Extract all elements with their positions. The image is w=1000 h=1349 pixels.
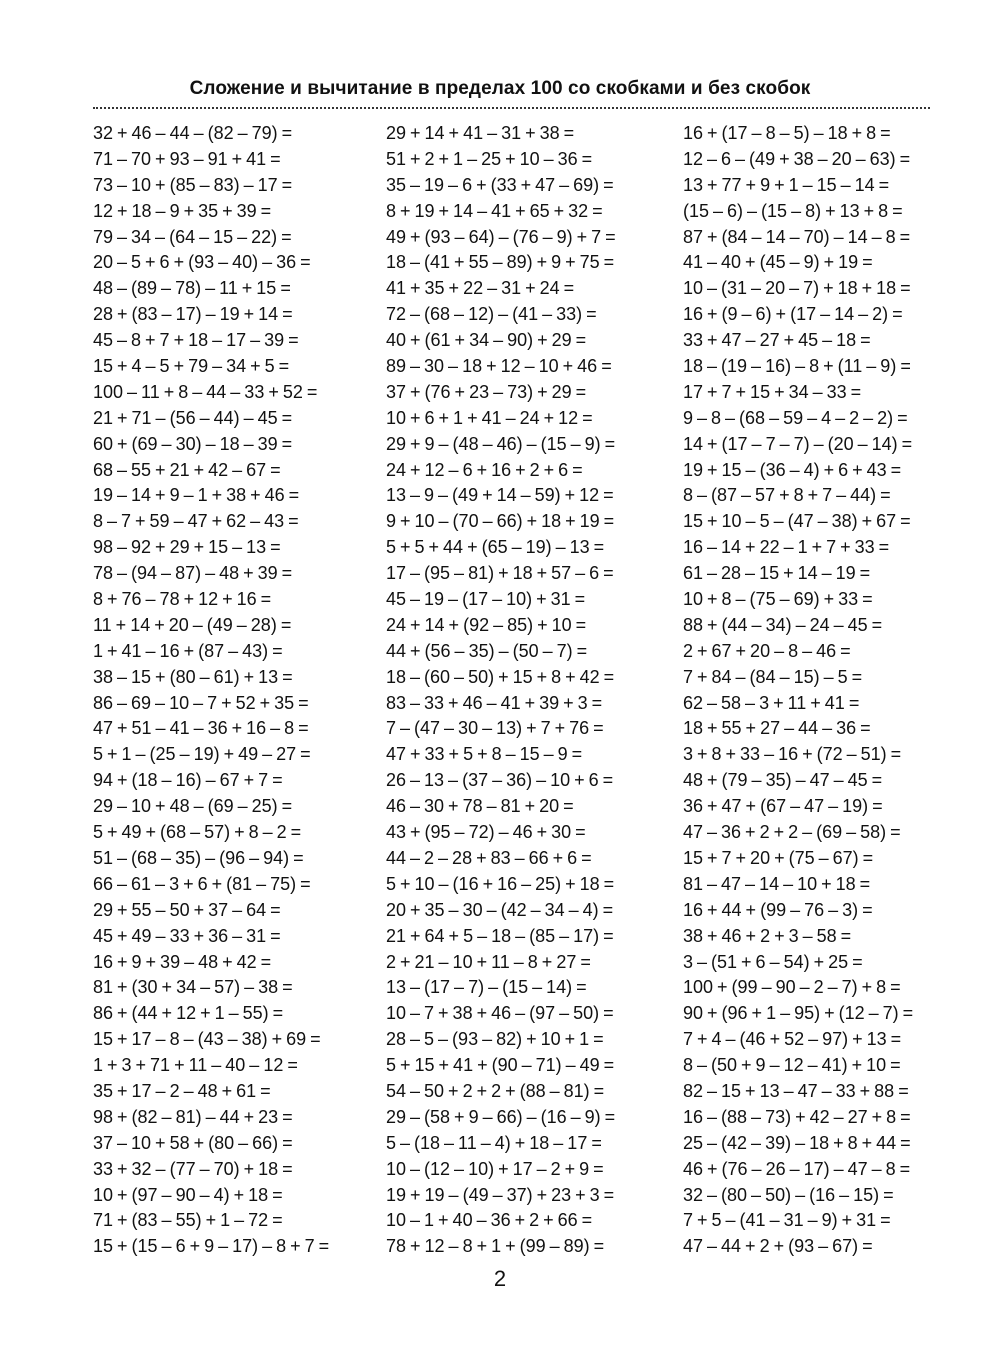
exercise-expression: 16 + 44 + (99 – 76 – 3) = bbox=[683, 899, 873, 920]
exercise-expression: 28 + (83 – 17) – 19 + 14 = bbox=[93, 304, 293, 325]
exercise-expression: 10 – 7 + 38 + 46 – (97 – 50) = bbox=[386, 1003, 614, 1024]
exercise-expression: 15 + 17 – 8 – (43 – 38) + 69 = bbox=[93, 1029, 321, 1050]
exercise-expression: 61 – 28 – 15 + 14 – 19 = bbox=[683, 563, 871, 584]
exercise-expression: 33 + 32 – (77 – 70) + 18 = bbox=[93, 1158, 293, 1179]
exercise-expression: 46 + (76 – 26 – 17) – 47 – 8 = bbox=[683, 1158, 911, 1179]
exercise-expression: 12 – 6 – (49 + 38 – 20 – 63) = bbox=[683, 148, 911, 169]
exercise-expression: 7 + 5 – (41 – 31 – 9) + 31 = bbox=[683, 1210, 891, 1231]
exercise-expression: 19 + 19 – (49 – 37) + 23 + 3 = bbox=[386, 1184, 615, 1205]
exercise-expression: 45 – 19 – (17 – 10) + 31 = bbox=[386, 589, 586, 610]
exercise-column-1 bbox=[93, 121, 393, 1260]
exercise-expression: 18 + 55 + 27 – 44 – 36 = bbox=[683, 718, 871, 739]
exercise-expression: 18 – (41 + 55 – 89) + 9 + 75 = bbox=[386, 252, 615, 273]
exercise-expression: 29 + 55 – 50 + 37 – 64 = bbox=[93, 899, 281, 920]
exercise-expression: 54 – 50 + 2 + 2 + (88 – 81) = bbox=[386, 1080, 605, 1101]
exercise-expression: 73 – 10 + (85 – 83) – 17 = bbox=[93, 174, 293, 195]
page-number: 2 bbox=[493, 1266, 507, 1291]
exercise-expression: 87 + (84 – 14 – 70) – 14 – 8 = bbox=[683, 226, 911, 247]
exercise-expression: 29 + 9 – (48 – 46) – (15 – 9) = bbox=[386, 433, 616, 454]
exercise-expression: 81 – 47 – 14 – 10 + 18 = bbox=[683, 873, 871, 894]
exercise-expression: 10 + 8 – (75 – 69) + 33 = bbox=[683, 589, 873, 610]
exercise-expression: 5 + 49 + (68 – 57) + 8 – 2 = bbox=[93, 822, 302, 843]
exercise-expression: 47 – 36 + 2 + 2 – (69 – 58) = bbox=[683, 822, 901, 843]
exercise-expression: 19 + 15 – (36 – 4) + 6 + 43 = bbox=[683, 459, 902, 480]
exercise-expression: 29 – 10 + 48 – (69 – 25) = bbox=[93, 796, 293, 817]
exercise-expression: 1 + 41 – 16 + (87 – 43) = bbox=[93, 640, 283, 661]
exercise-expression: 10 + (97 – 90 – 4) + 18 = bbox=[93, 1184, 283, 1205]
exercise-expression: 5 + 1 – (25 – 19) + 49 – 27 = bbox=[93, 744, 311, 765]
exercise-expression: 37 – 10 + 58 + (80 – 66) = bbox=[93, 1132, 293, 1153]
exercise-expression: 21 + 64 + 5 – 18 – (85 – 17) = bbox=[386, 925, 614, 946]
exercise-expression: 94 + (18 – 16) – 67 + 7 = bbox=[93, 770, 283, 791]
exercise-expression: 16 – (88 – 73) + 42 – 27 + 8 = bbox=[683, 1106, 911, 1127]
exercise-expression: 21 + 71 – (56 – 44) – 45 = bbox=[93, 407, 293, 428]
exercise-expression: 48 + (79 – 35) – 47 – 45 = bbox=[683, 770, 883, 791]
exercise-expression: 10 – (31 – 20 – 7) + 18 + 18 = bbox=[683, 278, 911, 299]
exercise-expression: 35 – 19 – 6 + (33 + 47 – 69) = bbox=[386, 174, 614, 195]
exercise-expression: 48 – (89 – 78) – 11 + 15 = bbox=[93, 278, 291, 299]
exercise-expression: 24 + 14 + (92 – 85) + 10 = bbox=[386, 614, 587, 635]
exercise-expression: 44 – 2 – 28 + 83 – 66 + 6 = bbox=[386, 847, 592, 868]
exercise-expression: 7 – (47 – 30 – 13) + 7 + 76 = bbox=[386, 718, 604, 739]
exercise-expression: 45 + 49 – 33 + 36 – 31 = bbox=[93, 925, 281, 946]
exercise-expression: 13 + 77 + 9 + 1 – 15 – 14 = bbox=[683, 174, 890, 195]
exercise-expression: 47 + 33 + 5 + 8 – 15 – 9 = bbox=[386, 744, 583, 765]
exercise-expression: 41 + 35 + 22 – 31 + 24 = bbox=[386, 278, 575, 299]
exercise-expression: 8 – (87 – 57 + 8 + 7 – 44) = bbox=[683, 485, 891, 506]
exercise-expression: 60 + (69 – 30) – 18 – 39 = bbox=[93, 433, 293, 454]
exercise-expression: 98 + (82 – 81) – 44 + 23 = bbox=[93, 1106, 293, 1127]
exercise-expression: 71 – 70 + 93 – 91 + 41 = bbox=[93, 148, 281, 169]
exercise-expression: 49 + (93 – 64) – (76 – 9) + 7 = bbox=[386, 226, 616, 247]
exercise-expression: 10 – 1 + 40 – 36 + 2 + 66 = bbox=[386, 1210, 593, 1231]
exercise-expression: 98 – 92 + 29 + 15 – 13 = bbox=[93, 537, 281, 558]
exercise-column-2 bbox=[386, 121, 686, 1260]
exercise-expression: 41 – 40 + (45 – 9) + 19 = bbox=[683, 252, 873, 273]
exercise-expression: 5 + 5 + 44 + (65 – 19) – 13 = bbox=[386, 537, 605, 558]
exercise-expression: 100 + (99 – 90 – 2 – 7) + 8 = bbox=[683, 977, 901, 998]
exercise-expression: 2 + 21 – 10 + 11 – 8 + 27 = bbox=[386, 951, 591, 972]
exercise-expression: 40 + (61 + 34 – 90) + 29 = bbox=[386, 330, 587, 351]
exercise-expression: 37 + (76 + 23 – 73) + 29 = bbox=[386, 381, 587, 402]
exercise-expression: 12 + 18 – 9 + 35 + 39 = bbox=[93, 200, 272, 221]
exercise-expression: 32 + 46 – 44 – (82 – 79) = bbox=[93, 123, 293, 143]
exercise-expression: 17 + 7 + 15 + 34 – 33 = bbox=[683, 381, 862, 402]
exercise-expression: 68 – 55 + 21 + 42 – 67 = bbox=[93, 459, 281, 480]
exercise-expression: 15 + 10 – 5 – (47 – 38) + 67 = bbox=[683, 511, 911, 532]
exercise-expression: 25 – (42 – 39) – 18 + 8 + 44 = bbox=[683, 1132, 911, 1153]
exercise-expression: 44 + (56 – 35) – (50 – 7) = bbox=[386, 640, 588, 661]
exercise-expression: 9 – 8 – (68 – 59 – 4 – 2 – 2) = bbox=[683, 407, 908, 428]
exercise-expression: 3 – (51 + 6 – 54) + 25 = bbox=[683, 951, 863, 972]
exercise-expression: 26 – 13 – (37 – 36) – 10 + 6 = bbox=[386, 770, 614, 791]
exercise-expression: 15 + 7 + 20 + (75 – 67) = bbox=[683, 847, 874, 868]
exercise-expression: 14 + (17 – 7 – 7) – (20 – 14) = bbox=[683, 433, 913, 454]
exercise-column-3 bbox=[683, 121, 983, 1260]
exercise-expression: 1 + 3 + 71 + 11 – 40 – 12 = bbox=[93, 1055, 298, 1076]
exercise-expression: 38 + 46 + 2 + 3 – 58 = bbox=[683, 925, 852, 946]
exercise-expression: 89 – 30 – 18 + 12 – 10 + 46 = bbox=[386, 356, 612, 377]
exercise-expression: 29 – (58 + 9 – 66) – (16 – 9) = bbox=[386, 1106, 616, 1127]
exercise-expression: 66 – 61 – 3 + 6 + (81 – 75) = bbox=[93, 873, 311, 894]
exercise-expression: 16 – 14 + 22 – 1 + 7 + 33 = bbox=[683, 537, 890, 558]
exercise-expression: 90 + (96 + 1 – 95) + (12 – 7) = bbox=[683, 1003, 914, 1024]
exercise-expression: 46 – 30 + 78 – 81 + 20 = bbox=[386, 796, 574, 817]
exercise-expression: 13 – (17 – 7) – (15 – 14) = bbox=[386, 977, 587, 998]
exercise-expression: 15 + (15 – 6 + 9 – 17) – 8 + 7 = bbox=[93, 1236, 330, 1257]
exercise-expression: 32 – (80 – 50) – (16 – 15) = bbox=[683, 1184, 894, 1205]
dotted-divider bbox=[93, 107, 930, 109]
exercise-expression: 16 + 9 + 39 – 48 + 42 = bbox=[93, 951, 272, 972]
exercise-expression: 78 – (94 – 87) – 48 + 39 = bbox=[93, 563, 293, 584]
exercise-expression: 5 + 10 – (16 + 16 – 25) + 18 = bbox=[386, 873, 615, 894]
exercise-expression: 2 + 67 + 20 – 8 – 46 = bbox=[683, 640, 851, 661]
exercise-expression: 9 + 10 – (70 – 66) + 18 + 19 = bbox=[386, 511, 615, 532]
exercise-expression: 10 – (12 – 10) + 17 – 2 + 9 = bbox=[386, 1158, 604, 1179]
exercise-expression: 86 + (44 + 12 + 1 – 55) = bbox=[93, 1003, 284, 1024]
exercise-expression: 24 + 12 – 6 + 16 + 2 + 6 = bbox=[386, 459, 583, 480]
exercise-expression: 47 – 44 + 2 + (93 – 67) = bbox=[683, 1236, 873, 1257]
exercise-expression: 35 + 17 – 2 – 48 + 61 = bbox=[93, 1080, 271, 1101]
exercise-expression: 86 – 69 – 10 – 7 + 52 + 35 = bbox=[93, 692, 309, 713]
exercise-expression: 19 – 14 + 9 – 1 + 38 + 46 = bbox=[93, 485, 300, 506]
exercise-expression: 18 – (60 – 50) + 15 + 8 + 42 = bbox=[386, 666, 615, 687]
exercise-expression: 15 + 4 – 5 + 79 – 34 + 5 = bbox=[93, 356, 290, 377]
exercise-expression: 88 + (44 – 34) – 24 – 45 = bbox=[683, 614, 883, 635]
page-title: Сложение и вычитание в пределах 100 со скобками и без скобок bbox=[189, 78, 811, 99]
exercise-expression: 20 – 5 + 6 + (93 – 40) – 36 = bbox=[93, 252, 311, 273]
exercise-expression: 8 + 76 – 78 + 12 + 16 = bbox=[93, 589, 272, 610]
exercise-expression: 8 – (50 + 9 – 12 – 41) + 10 = bbox=[683, 1055, 901, 1076]
exercise-expression: 5 + 15 + 41 + (90 – 71) – 49 = bbox=[386, 1055, 615, 1076]
exercise-expression: 45 – 8 + 7 + 18 – 17 – 39 = bbox=[93, 330, 299, 351]
exercise-expression: 17 – (95 – 81) + 18 + 57 – 6 = bbox=[386, 563, 614, 584]
exercise-expression: 81 + (30 + 34 – 57) – 38 = bbox=[93, 977, 293, 998]
exercise-expression: 18 – (19 – 16) – 8 + (11 – 9) = bbox=[683, 356, 911, 377]
exercise-expression: 3 + 8 + 33 – 16 + (72 – 51) = bbox=[683, 744, 902, 765]
exercise-expression: 43 + (95 – 72) – 46 + 30 = bbox=[386, 822, 586, 843]
exercise-expression: 71 + (83 – 55) + 1 – 72 = bbox=[93, 1210, 283, 1231]
exercise-expression: 10 + 6 + 1 + 41 – 24 + 12 = bbox=[386, 407, 593, 428]
exercise-expression: 29 + 14 + 41 – 31 + 38 = bbox=[386, 123, 575, 143]
exercise-expression: 7 + 4 – (46 + 52 – 97) + 13 = bbox=[683, 1029, 902, 1050]
exercise-expression: 36 + 47 + (67 – 47 – 19) = bbox=[683, 796, 883, 817]
exercise-expression: 16 + (17 – 8 – 5) – 18 + 8 = bbox=[683, 123, 891, 143]
exercise-expression: 78 + 12 – 8 + 1 + (99 – 89) = bbox=[386, 1236, 605, 1257]
exercise-expression: 11 + 14 + 20 – (49 – 28) = bbox=[93, 614, 292, 635]
exercise-expression: 5 – (18 – 11 – 4) + 18 – 17 = bbox=[386, 1132, 602, 1153]
exercise-expression: 100 – 11 + 8 – 44 – 33 + 52 = bbox=[93, 381, 318, 402]
exercise-columns bbox=[0, 121, 1000, 1261]
exercise-expression: 51 – (68 – 35) – (96 – 94) = bbox=[93, 847, 304, 868]
exercise-expression: 8 + 19 + 14 – 41 + 65 + 32 = bbox=[386, 200, 603, 221]
exercise-expression: 38 – 15 + (80 – 61) + 13 = bbox=[93, 666, 293, 687]
exercise-expression: 47 + 51 – 41 – 36 + 16 – 8 = bbox=[93, 718, 309, 739]
exercise-expression: 8 – 7 + 59 – 47 + 62 – 43 = bbox=[93, 511, 299, 532]
exercise-expression: 62 – 58 – 3 + 11 + 41 = bbox=[683, 692, 860, 713]
exercise-expression: 83 – 33 + 46 – 41 + 39 + 3 = bbox=[386, 692, 603, 713]
exercise-expression: 51 + 2 + 1 – 25 + 10 – 36 = bbox=[386, 148, 593, 169]
exercise-expression: 20 + 35 – 30 – (42 – 34 – 4) = bbox=[386, 899, 614, 920]
exercise-expression: 72 – (68 – 12) – (41 – 33) = bbox=[386, 304, 597, 325]
exercise-expression: 16 + (9 – 6) + (17 – 14 – 2) = bbox=[683, 304, 903, 325]
exercise-expression: 33 + 47 – 27 + 45 – 18 = bbox=[683, 330, 871, 351]
exercise-expression: (15 – 6) – (15 – 8) + 13 + 8 = bbox=[683, 200, 903, 221]
exercise-expression: 13 – 9 – (49 + 14 – 59) + 12 = bbox=[386, 485, 614, 506]
exercise-expression: 7 + 84 – (84 – 15) – 5 = bbox=[683, 666, 863, 687]
exercise-expression: 82 – 15 + 13 – 47 – 33 + 88 = bbox=[683, 1080, 909, 1101]
exercise-expression: 79 – 34 – (64 – 15 – 22) = bbox=[93, 226, 292, 247]
exercise-expression: 28 – 5 – (93 – 82) + 10 + 1 = bbox=[386, 1029, 604, 1050]
